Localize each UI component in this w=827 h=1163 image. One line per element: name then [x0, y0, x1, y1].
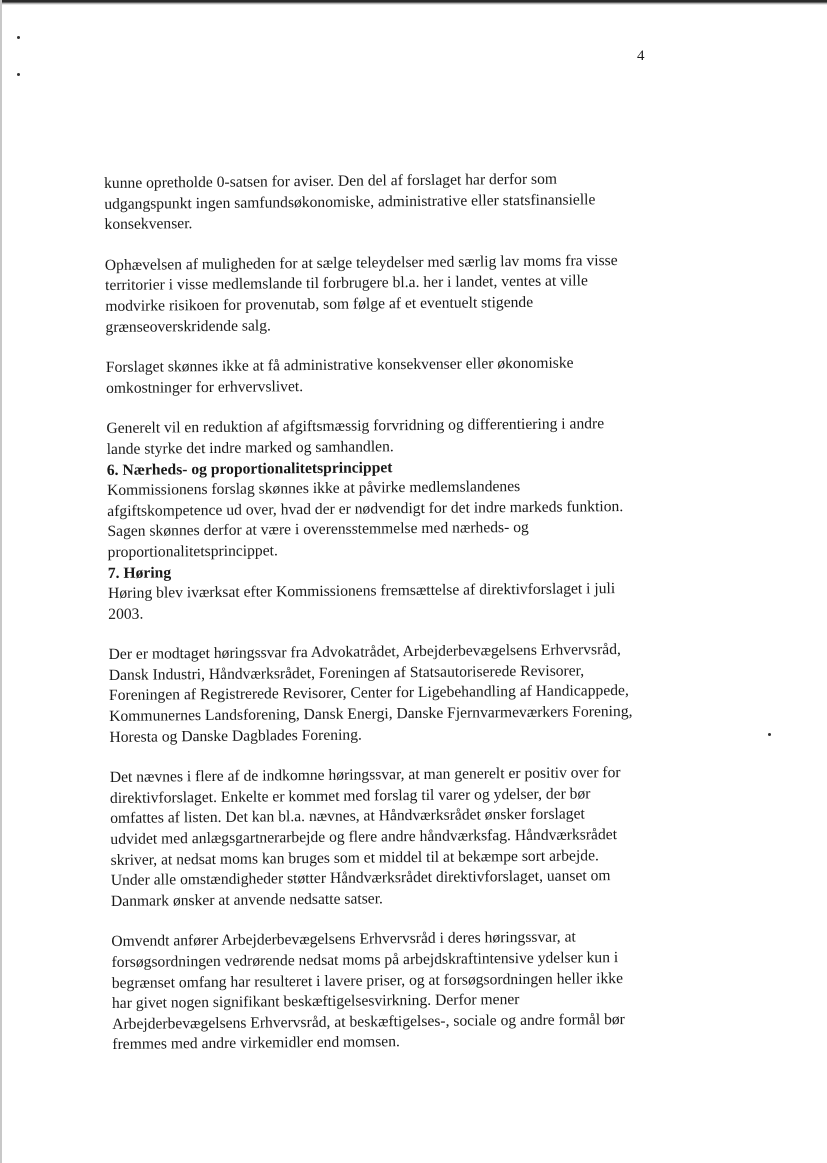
- section-7-paragraph-3: Omvendt anfører Arbejderbevægelsens Erhvervsråd i deres høringssvar, at forsøgsordningen vedrørende nedsat moms på arbejdskraftintensive ydelser kun i begrænset omfang har resulteret i lavere priser, og at forsøgsordningen heller ikke har givet nogen signifikant beskæftigelsesvirkning. Derfor mener Arbejderbevægelsens Erhvervsråd, at beskæftigelses-, sociale og andre formål bør fremmes med andre virkemidler end momsen.: [111, 928, 625, 1054]
- intro-paragraph-1: kunne opretholde 0-satsen for aviser. Den del af forslaget har derfor som udgangspunkt ingen samfundsøkonomiske, administrative eller statsfinansielle konsekvenser.: [104, 170, 596, 234]
- intro-paragraph-2: Ophævelsen af muligheden for at sælge teleydelser med særlig lav moms fra visse territorier i visse medlemslande til forbrugere bl.a. her i landet, ventes at ville modvirke risikoen for provenutab, som følge af et eventuelt stigende grænseoverskridende salg.: [104, 251, 618, 336]
- scan-edge-top: [0, 0, 827, 5]
- intro-paragraph-3: Forslaget skønnes ikke at få administrative konsekvenser eller økonomiske omkostninger for erhvervslivet.: [105, 354, 574, 397]
- scan-speck: [768, 733, 771, 736]
- document-body: [104, 169, 636, 1056]
- section-7-heading: 7. Høring: [107, 563, 172, 582]
- section-6-text: Kommissionens forslag skønnes ikke at påvirke medlemslandenes afgiftskompetence ud over, hvad der er nødvendigt for det indre markeds funktion. Sagen skønnes derfor at være i overensstemmelse med nærheds- og proportionalitetsprincippet.: [106, 478, 624, 561]
- scan-edge-left: [0, 0, 2, 1163]
- page-number: 4: [637, 48, 645, 64]
- scan-speck: [17, 36, 20, 39]
- section-7-paragraph-2: Det nævnes i flere af de indkomne høringssvar, at man generelt er positiv over for direktivforslaget. Enkelte er kommet med forslag til varer og ydelser, der bør omfattes af listen. Det kan bl.a. nævnes, at Håndværksrådet ønsker forslaget udvidet med anlægsgartnerarbejde og flere andre håndværksfag. Håndværksrådet skriver, at nedsat moms kan bruges som et middel til at bekæmpe sort arbejde. Under alle omstændigheder støtter Håndværksrådet direktivforslaget, uanset om Danmark ønsker at anvende nedsatte satser.: [109, 764, 621, 910]
- section-7-paragraph-1: Der er modtaget høringssvar fra Advokatrådet, Arbejderbevægelsens Erhvervsråd, Dansk Industri, Håndværksrådet, Foreningen af Statsautoriserede Revisorer, Foreningen af Registrerede Revisorer, Center for Ligebehandling af Handicappede, Kommunernes Landsforening, Dansk Energi, Danske Fjernvarmeværkers Forening, Horesta og Danske Dagblades Forening.: [108, 641, 633, 746]
- intro-paragraph-4: Generelt vil en reduktion af afgiftsmæssig forvridning og differentiering i andre lande styrke det indre marked og samhandlen.: [106, 415, 605, 458]
- section-6-heading: 6. Nærheds- og proportionalitetsprincippet: [106, 458, 393, 479]
- scan-speck: [17, 73, 20, 76]
- section-7-text: Høring blev iværksat efter Kommissionens fremsættelse af direktivforslaget i juli 2003.: [107, 580, 616, 623]
